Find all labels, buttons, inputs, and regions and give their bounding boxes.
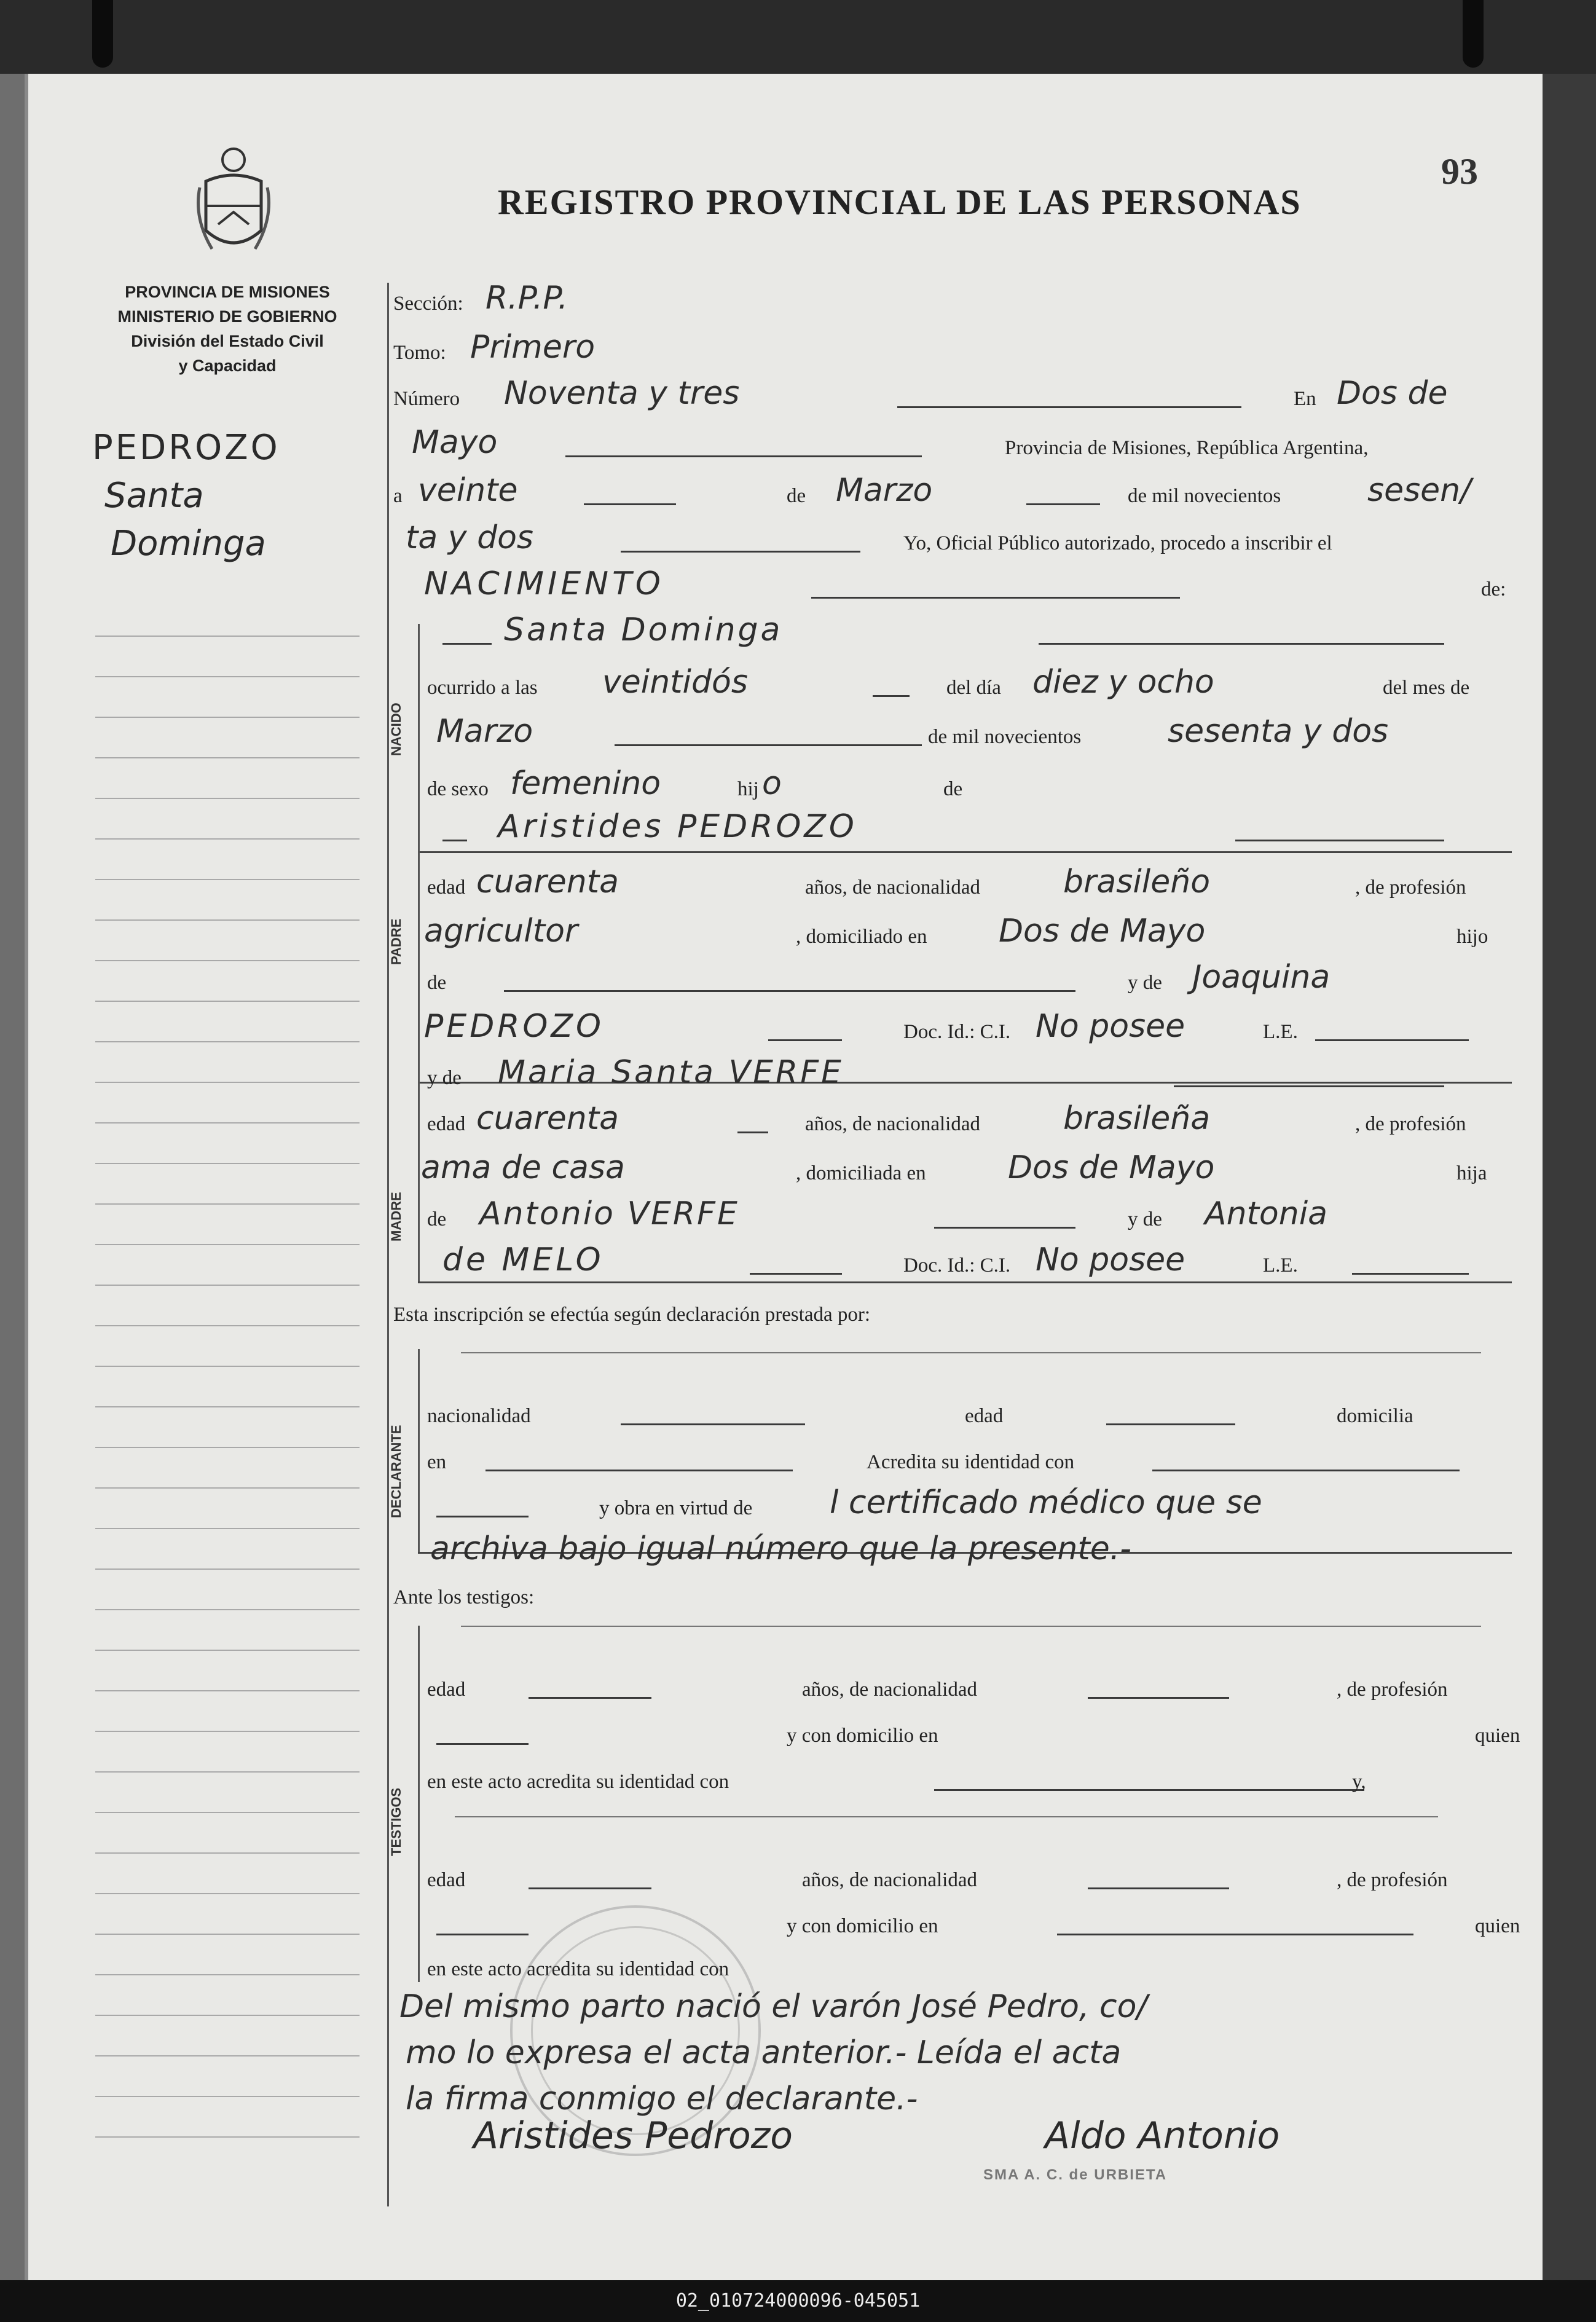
de-label: de — [427, 1208, 447, 1230]
numero-value: Noventa y tres — [504, 375, 740, 412]
dom-label: y con domicilio en — [787, 1725, 938, 1747]
nac-label: años, de nacionalidad — [805, 1113, 980, 1135]
fill-line — [811, 597, 1180, 599]
section-label-nacido: NACIDO — [388, 703, 404, 756]
tomo-label: Tomo: — [393, 342, 446, 364]
sexo-label: de sexo — [427, 778, 489, 800]
edad-label: edad — [427, 1869, 466, 1891]
section-label-testigos: TESTIGOS — [388, 1787, 404, 1856]
fill-line — [1088, 1887, 1229, 1889]
testigos-intro: Ante los testigos: — [393, 1586, 535, 1608]
madre-nacionalidad: brasileña — [1063, 1100, 1211, 1137]
prof-label: , de profesión — [1355, 876, 1466, 899]
fill-line — [1235, 840, 1444, 841]
dia-label: del día — [946, 677, 1001, 699]
anio-nacimiento: sesenta y dos — [1168, 713, 1389, 750]
fill-line — [1026, 503, 1100, 505]
fill-line — [1315, 1039, 1469, 1041]
doc-label: Doc. Id.: C.I. — [903, 1021, 1011, 1043]
quien-label: quien — [1475, 1915, 1520, 1937]
nac-label: años, de nacionalidad — [802, 1869, 977, 1891]
ministry-line: División del Estado Civil — [131, 332, 324, 350]
en-label: en — [427, 1451, 447, 1473]
row-declarante-intro — [393, 1291, 1518, 1334]
ministry-block — [86, 280, 369, 378]
row-note — [393, 2034, 1518, 2077]
margin-surname: PEDROZO — [92, 428, 280, 468]
fill-line — [768, 1039, 842, 1041]
fill-line — [621, 1423, 805, 1425]
yde-label: y de — [1128, 1208, 1162, 1230]
le-label: L.E. — [1263, 1254, 1298, 1277]
padre-doc: No posee — [1036, 1008, 1185, 1045]
virtud-label: y obra en virtud de — [599, 1497, 753, 1519]
mil-label: de mil novecientos — [928, 726, 1082, 748]
hora-nacimiento: veintidós — [602, 664, 748, 701]
row-mes-nacimiento — [393, 713, 1518, 756]
row-lugar — [393, 424, 1518, 467]
row-padre-prof — [393, 913, 1518, 956]
yo-text: Yo, Oficial Público autorizado, procedo a inscribir el — [903, 532, 1332, 554]
fill-line — [461, 1626, 1481, 1627]
row-testigo1-dom — [393, 1712, 1518, 1755]
binder-hole — [1463, 0, 1484, 68]
fill-line — [529, 1887, 651, 1889]
fill-line — [1057, 1934, 1413, 1935]
de-label: de — [787, 485, 806, 507]
madre-nombre: Maria Santa VERFE — [498, 1054, 844, 1091]
hija-label: hija — [1456, 1162, 1487, 1184]
fill-line — [455, 1816, 1438, 1817]
madre-doc: No posee — [1036, 1242, 1185, 1278]
fill-line — [529, 1697, 651, 1699]
anio-inscripcion-cont: ta y dos — [406, 519, 533, 556]
fill-line — [873, 695, 910, 697]
edad-label: edad — [427, 1679, 466, 1701]
fill-line — [934, 1227, 1075, 1229]
row-madre-edad — [393, 1100, 1518, 1143]
page-edge — [1543, 74, 1596, 2280]
dom-label: , domiciliada en — [796, 1162, 926, 1184]
fill-line — [504, 990, 1075, 992]
ocurrido-label: ocurrido a las — [427, 677, 538, 699]
row-inscripto — [393, 612, 1518, 655]
padre-nacionalidad: brasileño — [1063, 864, 1211, 900]
numero-label: Número — [393, 388, 460, 410]
madre-padre: Antonio VERFE — [479, 1195, 739, 1232]
binder-hole — [92, 0, 113, 68]
fill-line — [1352, 1273, 1469, 1275]
margin-name: Santa — [104, 476, 204, 516]
ministry-line: MINISTERIO DE GOBIERNO — [117, 307, 337, 326]
yde-label: y de — [427, 1067, 462, 1089]
fill-line — [436, 1516, 529, 1517]
row-madre-prof — [393, 1149, 1518, 1192]
seccion-value: R.P.P. — [485, 280, 568, 317]
nac-label: años, de nacionalidad — [802, 1679, 977, 1701]
declarante-intro: Esta inscripción se efectúa según declaración prestada por: — [393, 1304, 871, 1326]
tomo-value: Primero — [470, 329, 596, 366]
margin-note — [92, 424, 369, 568]
row-yo — [393, 519, 1518, 562]
row-padre-doc — [393, 1008, 1518, 1051]
note-line: mo lo expresa el acta anterior.- Leída el acta — [406, 2034, 1122, 2071]
row-madre-doc — [393, 1242, 1518, 1285]
dom-label: y con domicilio en — [787, 1915, 938, 1937]
padre-edad: cuarenta — [476, 864, 619, 900]
fill-line — [621, 551, 860, 553]
dom-label: domicilia — [1337, 1405, 1413, 1427]
edad-label: edad — [427, 1113, 466, 1135]
coat-of-arms-icon — [187, 144, 280, 261]
row-testigo1-acredita — [393, 1758, 1518, 1801]
hijo-label: hij — [737, 778, 759, 800]
acredita-label: en este acto acredita su identidad con — [427, 1958, 729, 1980]
row-padres — [393, 808, 1518, 851]
de-label: de — [427, 972, 447, 994]
section-label-padre: PADRE — [388, 918, 404, 965]
section-label-declarante: DECLARANTE — [388, 1425, 404, 1518]
prof-label: , de profesión — [1337, 1679, 1448, 1701]
doc-label: Doc. Id.: C.I. — [903, 1254, 1011, 1277]
de-colon: de: — [1481, 578, 1506, 600]
section-label-madre: MADRE — [388, 1192, 404, 1242]
a-label: a — [393, 485, 403, 507]
padre-domicilio: Dos de Mayo — [999, 913, 1206, 950]
fill-line — [565, 455, 922, 457]
fill-line — [461, 1352, 1481, 1353]
row-testigos-intro — [393, 1573, 1518, 1616]
en-value: Dos de — [1337, 375, 1448, 412]
ministry-line: y Capacidad — [178, 356, 277, 375]
anio-inscripcion: sesen/ — [1367, 472, 1471, 509]
row-madre-nombre — [393, 1054, 1518, 1097]
acto-value: NACIMIENTO — [424, 565, 664, 602]
y-label: y, — [1352, 1771, 1366, 1793]
padres-value: Aristides PEDROZO — [498, 808, 857, 845]
note-line: la firma conmigo el declarante.- — [406, 2080, 918, 2117]
madre-madre: Antonia — [1205, 1195, 1328, 1232]
row-madre-padres — [393, 1195, 1518, 1238]
dia-inscripcion: veinte — [418, 472, 518, 509]
seccion-label: Sección: — [393, 293, 463, 315]
acredita-label: Acredita su identidad con — [867, 1451, 1075, 1473]
document-title: REGISTRO PROVINCIAL DE LAS PERSONAS — [498, 182, 1302, 222]
acredita-label: en este acto acredita su identidad con — [427, 1771, 729, 1793]
virtud-value-cont: archiva bajo igual número que la presente.- — [430, 1530, 1132, 1567]
signature-oficial: Aldo Antonio — [1045, 2114, 1280, 2157]
row-padre-edad — [393, 864, 1518, 907]
sexo-value: femenino — [510, 765, 661, 802]
margin-name: Dominga — [111, 524, 266, 564]
dom-label: , domiciliado en — [796, 926, 927, 948]
fill-line — [436, 1934, 529, 1935]
nac-label: nacionalidad — [427, 1405, 531, 1427]
inscripto-value: Santa Dominga — [504, 612, 783, 648]
quien-label: quien — [1475, 1725, 1520, 1747]
row-numero — [393, 375, 1518, 418]
fill-line — [442, 643, 492, 645]
madre-profesion: ama de casa — [421, 1149, 625, 1186]
note-line: Del mismo parto nació el varón José Pedro, co/ — [399, 1988, 1147, 2025]
yde-label: y de — [1128, 972, 1162, 994]
fill-line — [1174, 1085, 1444, 1087]
row-testigo2-edad — [393, 1856, 1518, 1899]
nac-label: años, de nacionalidad — [805, 876, 980, 899]
fill-line — [485, 1470, 793, 1471]
ministry-line: PROVINCIA DE MISIONES — [125, 283, 330, 301]
row-acto — [393, 565, 1518, 608]
fill-line — [442, 840, 467, 841]
lugar-value: Mayo — [412, 424, 498, 461]
le-label: L.E. — [1263, 1021, 1298, 1043]
fill-line — [436, 1743, 529, 1745]
edad-label: edad — [427, 876, 466, 899]
de-label: de — [943, 778, 963, 800]
row-declarante-virtud-cont — [393, 1530, 1518, 1573]
row-padre-padres — [393, 959, 1518, 1002]
edad-label: edad — [965, 1405, 1004, 1427]
row-testigo1-edad — [393, 1666, 1518, 1709]
row-declarante-en — [393, 1438, 1518, 1481]
fill-line — [584, 503, 676, 505]
mes-inscripcion: Marzo — [836, 472, 933, 509]
mes-nacimiento: Marzo — [436, 713, 533, 750]
padre-profesion: agricultor — [424, 913, 578, 950]
fill-line — [1088, 1697, 1229, 1699]
mes-label: del mes de — [1383, 677, 1470, 699]
fill-line — [897, 406, 1241, 408]
signature-declarante: Aristides Pedrozo — [473, 2114, 793, 2157]
row-tomo — [393, 329, 1518, 372]
prof-label: , de profesión — [1355, 1113, 1466, 1135]
padre-madre-apellido: PEDROZO — [424, 1008, 604, 1045]
row-seccion — [393, 280, 1518, 323]
prof-label: , de profesión — [1337, 1869, 1448, 1891]
row-note — [393, 1988, 1518, 2031]
margin-ruled-lines — [95, 596, 360, 2163]
row-sexo — [393, 765, 1518, 808]
fill-line — [615, 744, 922, 746]
row-declarante-nac — [393, 1392, 1518, 1435]
dia-nacimiento: diez y ocho — [1032, 664, 1214, 701]
en-label: En — [1294, 388, 1316, 410]
fill-line — [737, 1131, 768, 1133]
hijo-label: hijo — [1456, 926, 1488, 948]
mil-label: de mil novecientos — [1128, 485, 1281, 507]
row-ocurrido — [393, 664, 1518, 707]
page-number: 93 — [1441, 151, 1478, 192]
padre-madre: Joaquina — [1192, 959, 1331, 996]
madre-edad: cuarenta — [476, 1100, 619, 1137]
row-declarante-virtud — [393, 1484, 1518, 1527]
provincia-text: Provincia de Misiones, República Argentina, — [1005, 437, 1369, 459]
fill-line — [750, 1273, 842, 1275]
madre-domicilio: Dos de Mayo — [1008, 1149, 1215, 1186]
row-fecha — [393, 472, 1518, 515]
binder-strip — [0, 0, 1596, 74]
section-divider — [418, 851, 1512, 853]
fill-line — [1152, 1470, 1460, 1471]
fill-line — [1106, 1423, 1235, 1425]
madre-madre-apellido: de MELO — [442, 1242, 604, 1278]
hijo-suffix: o — [762, 765, 782, 802]
fill-line — [1039, 643, 1444, 645]
virtud-value: l certificado médico que se — [830, 1484, 1262, 1521]
image-id-footer: 02_010724000096-045051 — [0, 2280, 1596, 2322]
fill-line — [934, 1789, 1364, 1791]
stamp-text: SMA A. C. de URBIETA — [983, 2167, 1168, 2183]
